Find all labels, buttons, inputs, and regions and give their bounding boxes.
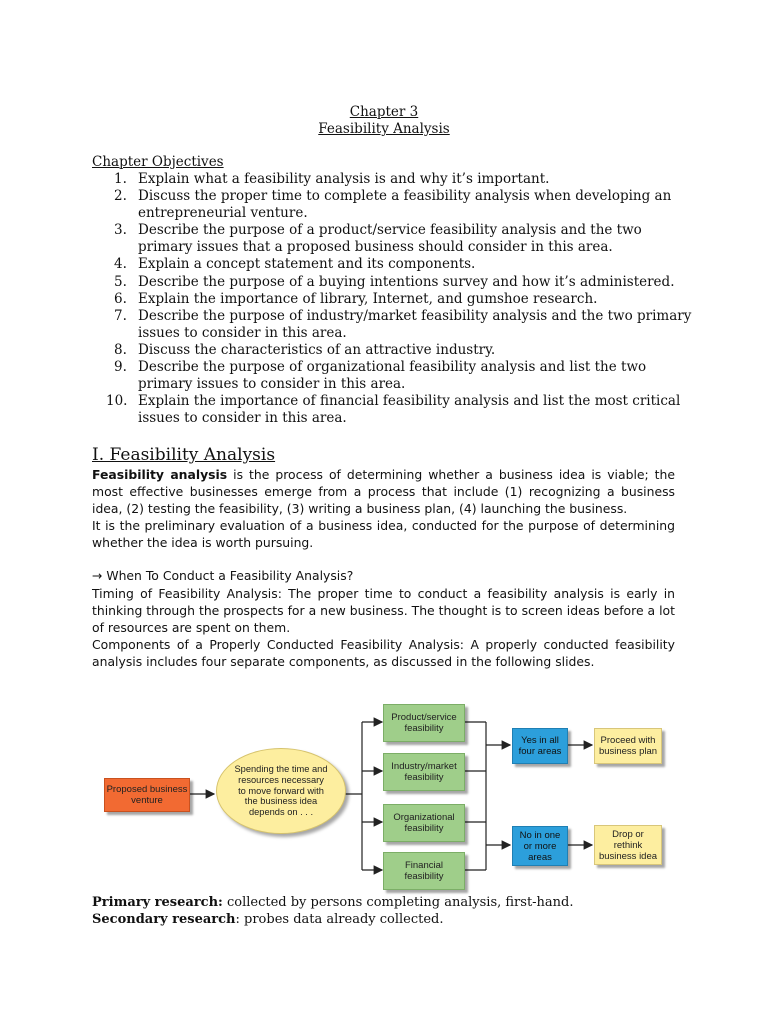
timing-paragraph: Timing of Feasibility Analysis: The proper time to conduct a feasibility analysis is early in thinking through the prospects for a new business. The thought is to screen ideas before a lot of resources are spent on them. xyxy=(92,586,675,636)
no-one-box: No in one or more areas xyxy=(512,826,568,866)
term-secondary-research: Secondary research xyxy=(92,912,236,927)
product-feasibility-box: Product/service feasibility xyxy=(383,704,465,742)
proceed-box: Proceed with business plan xyxy=(594,728,662,764)
objective-number: 8. xyxy=(114,341,127,358)
objective-text: issues to consider in this area. xyxy=(138,410,347,427)
objective-number: 7. xyxy=(114,307,127,324)
objective-text: Describe the purpose of organizational feasibility analysis and list the two xyxy=(138,359,647,376)
objective-text: entrepreneurial venture. xyxy=(138,205,308,222)
drop-box: Drop or rethink business idea xyxy=(594,825,662,865)
objective-number: 9. xyxy=(114,359,127,376)
objective-text: Describe the purpose of industry/market feasibility analysis and the two primary xyxy=(138,307,692,324)
secondary-research-line xyxy=(92,911,675,928)
objectives-heading: Chapter Objectives xyxy=(92,154,224,170)
objective-text: Explain the importance of library, Internet, and gumshoe research. xyxy=(138,290,598,307)
arrow-icon: → xyxy=(92,568,103,583)
objective-text: Explain a concept statement and its components. xyxy=(138,256,476,273)
objective-text: primary issues to consider in this area. xyxy=(138,376,406,393)
preliminary-paragraph: It is the preliminary evaluation of a business idea, conducted for the purpose of determining whether the idea is worth pursuing. xyxy=(92,518,675,551)
objective-number: 6. xyxy=(114,290,127,307)
objective-number: 1. xyxy=(114,171,127,187)
term-primary-research: Primary research: xyxy=(92,895,223,910)
objective-number: 2. xyxy=(114,188,127,205)
objective-number: 4. xyxy=(114,256,127,273)
primary-research-line xyxy=(92,894,675,911)
objective-text: Describe the purpose of a product/service feasibility analysis and the two xyxy=(138,222,642,239)
components-paragraph: Components of a Properly Conducted Feasibility Analysis: A properly conducted feasibility analysis includes four separate components, as discussed in the following slides. xyxy=(92,637,675,670)
when-heading-text: When To Conduct a Feasibility Analysis? xyxy=(102,568,354,583)
definition-text: is the process of determining whether a business idea is viable; the most effective businesses emerge from a process that include (1) recognizing a business idea, (2) testing the feasibility, (3) writing a business plan, (4) launching the business. xyxy=(92,467,675,517)
objective-text: Describe the purpose of a buying intentions survey and how it’s administered. xyxy=(138,273,675,290)
objective-text: Discuss the characteristics of an attractive industry. xyxy=(138,341,496,358)
organizational-feasibility-box: Organizational feasibility xyxy=(383,804,465,842)
objective-number: 5. xyxy=(114,273,127,290)
objective-number: 10. xyxy=(106,393,128,410)
yes-all-box: Yes in all four areas xyxy=(512,728,568,764)
financial-feasibility-box: Financial feasibility xyxy=(383,852,465,890)
section-title: I. Feasibility Analysis xyxy=(92,445,276,465)
decision-ellipse: Spending the time and resources necessary to move forward with the business idea depends on . . . xyxy=(216,748,346,834)
objective-number: 3. xyxy=(114,222,127,239)
chapter-subtitle: Feasibility Analysis xyxy=(318,121,450,137)
objective-text: primary issues that a proposed business should consider in this area. xyxy=(138,239,613,256)
term-feasibility-analysis: Feasibility analysis xyxy=(92,467,228,482)
objective-text: Explain what a feasibility analysis is and why it’s important. xyxy=(138,171,550,187)
proposed-venture-box: Proposed business venture xyxy=(104,778,190,812)
industry-feasibility-box: Industry/market feasibility xyxy=(383,753,465,791)
chapter-title: Chapter 3 xyxy=(349,104,419,120)
objective-text: issues to consider in this area. xyxy=(138,324,347,341)
primary-research-text: collected by persons completing analysis, first-hand. xyxy=(222,895,574,910)
secondary-research-text: : probes data already collected. xyxy=(235,912,444,927)
objective-text: Discuss the proper time to complete a feasibility analysis when developing an xyxy=(138,188,672,205)
objective-text: Explain the importance of financial feasibility analysis and list the most critical xyxy=(138,393,681,410)
